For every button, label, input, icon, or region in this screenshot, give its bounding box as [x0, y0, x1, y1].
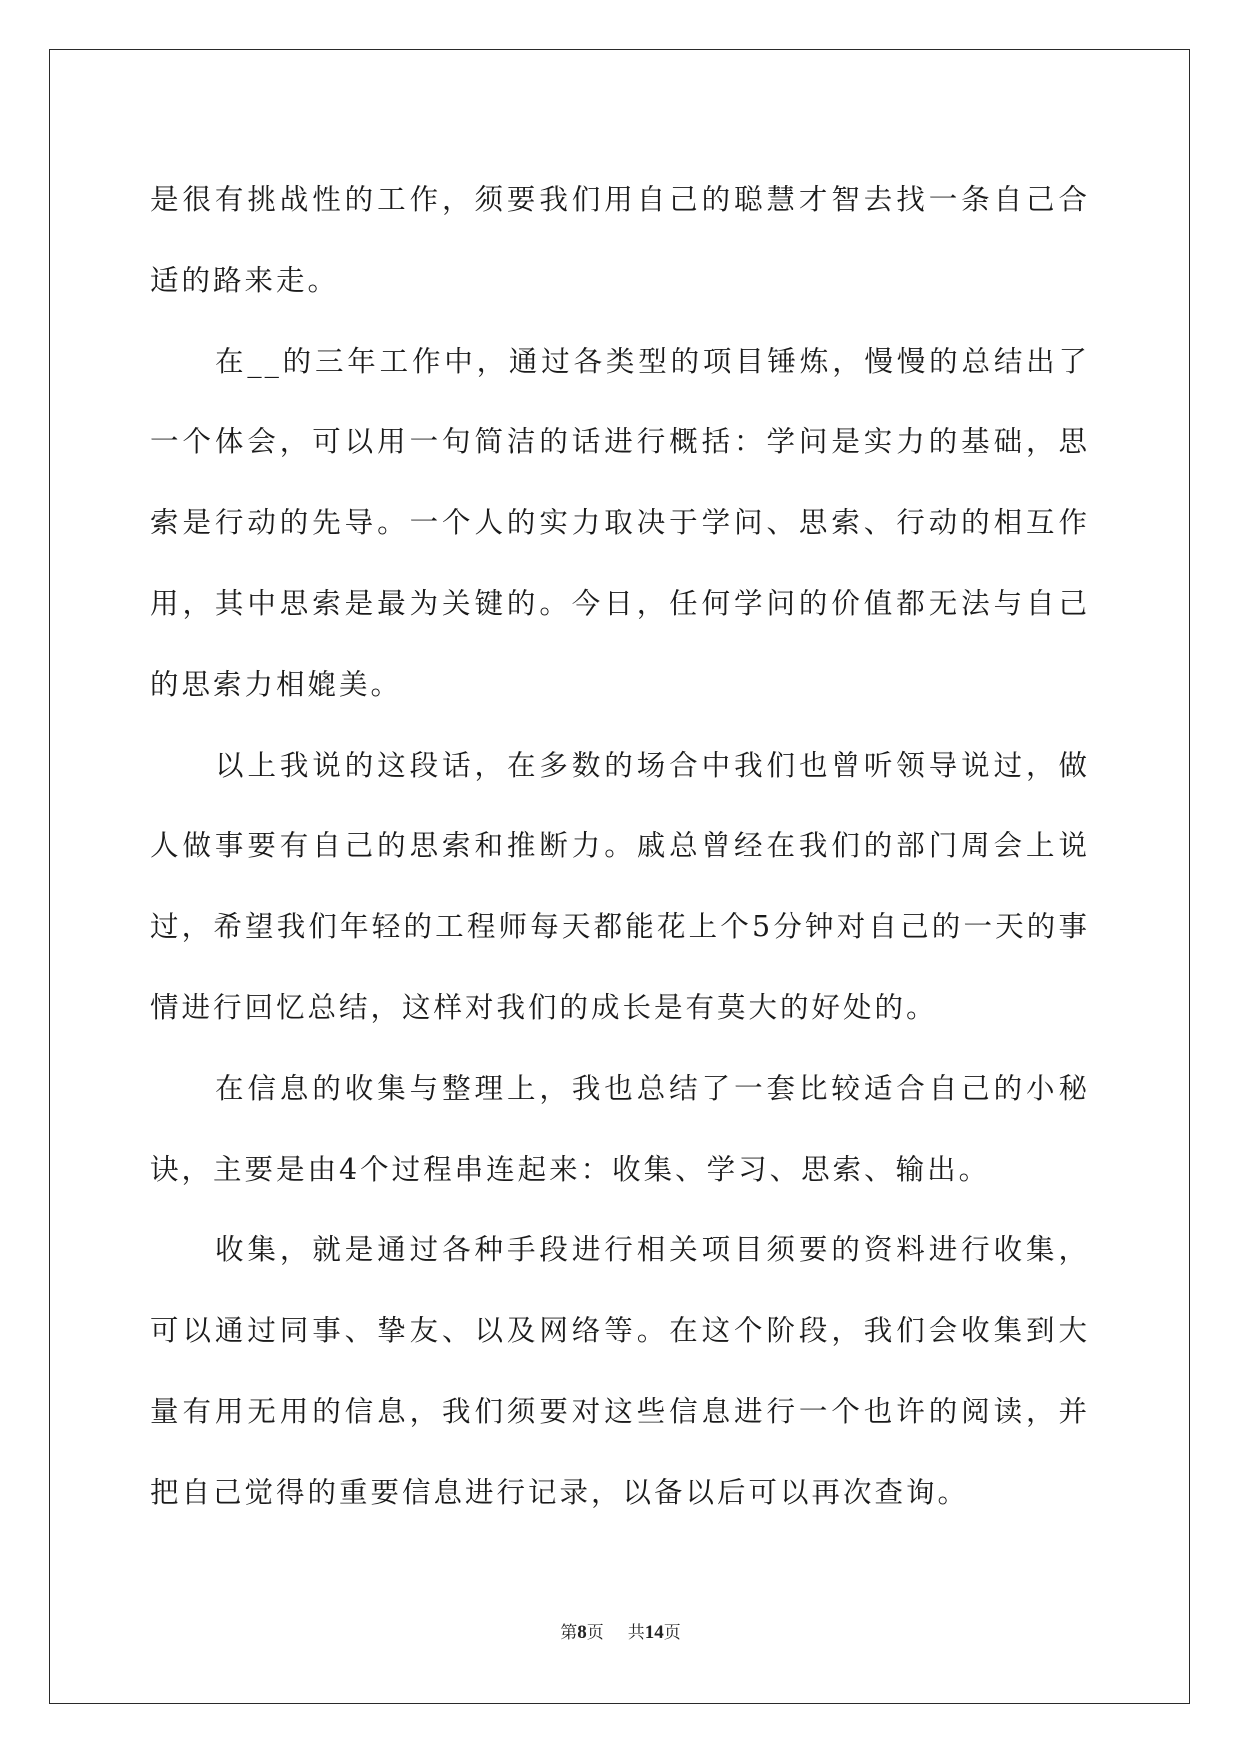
- document-body: [150, 160, 1090, 1534]
- footer-total-prefix: 共: [627, 1623, 645, 1643]
- paragraph-2: 在__的三年工作中，通过各类型的项目锤炼，慢慢的总结出了一个体会，可以用一句简洁的话进行概括：学问是实力的基础，思索是行动的先导。一个人的实力取决于学问、思索、行动的相互作用，其中思索是最为关键的。今日，任何学问的价值都无法与自己的思索力相媲美。: [150, 344, 1090, 701]
- current-page-number: 8: [577, 1622, 587, 1643]
- paragraph-4: 在信息的收集与整理上，我也总结了一套比较适合自己的小秘诀，主要是由4个过程串连起来：收集、学习、思索、输出。: [150, 1071, 1090, 1186]
- paragraph-5: 收集，就是通过各种手段进行相关项目须要的资料进行收集，可以通过同事、挚友、以及网络等。在这个阶段，我们会收集到大量有用无用的信息，我们须要对这些信息进行一个也许的阅读，并把自己觉得的重要信息进行记录，以备以后可以再次查询。: [150, 1233, 1090, 1509]
- footer-prefix: 第: [560, 1623, 578, 1643]
- page-footer: [0, 1618, 1241, 1644]
- paragraph-1: 是很有挑战性的工作，须要我们用自己的聪慧才智去找一条自己合适的路来走。: [150, 183, 1090, 297]
- footer-total-word: 页: [663, 1623, 681, 1643]
- paragraph-3: 以上我说的这段话，在多数的场合中我们也曾听领导说过，做人做事要有自己的思索和推断力。戚总曾经在我们的部门周会上说过，希望我们年轻的工程师每天都能花上个5分钟对自己的一天的事情进行回忆总结，这样对我们的成长是有莫大的好处的。: [150, 748, 1090, 1024]
- footer-page-word: 页: [586, 1623, 604, 1643]
- total-page-count: 14: [644, 1622, 664, 1643]
